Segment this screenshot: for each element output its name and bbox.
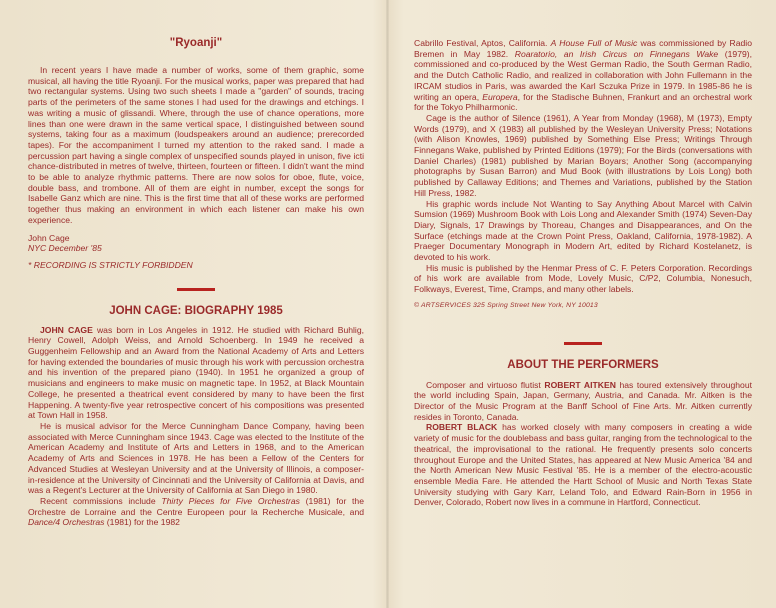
artservices-credit: © ARTSERVICES 325 Spring Street New York, NY 10013 — [414, 301, 598, 309]
biography-books: Cage is the author of Silence (1961), A Year from Monday (1968), M (1973), Empty Words (1979), and X (1983) all published by the Wesleyan University Press; Notations (with Alison Knowles, 1969) published by Something Else Press; Writings Through Finnegans Wake, published by Printed Editions (1979); For the Birds (conversations with Daniel Charles) (1981) published by Marian Boyars; Another Song (accompanying photographs by Susan Barron) and Mud Book (with illustrations by Lois Long) both published by Callaway Editions; and Themes and Variations, published by the Station Hill Press, 1982. — [414, 112, 752, 198]
left-page — [28, 0, 364, 528]
biography-lead-name: JOHN CAGE — [40, 324, 93, 335]
biography-graphic-works: His graphic words include Not Wanting to Say Anything About Marcel with Calvin Sumsion (1969) Mushroom Book with Lois Long and Alexander Smith (1974) Seven-Day Diary, Signals, 17 Drawings by Thoreau, Changes and Disappearances, and On the Surface (etchings made at the Crown Point Press, Oakland, California, 1978-1982). A Praeger Documentary Monograph in Modern Art, edited by Richard Kostelanetz, is devoted to his work. — [414, 198, 752, 263]
biography-paragraph-2: He is musical advisor for the Merce Cunningham Dance Company, having been associated with Merce Cunningham since 1943. Cage was elected to the Institute of the American Academy and Institute of Arts and Letters in 1968, and to the American Academy of Arts and Sciences in 1978. He has been a Fellow of the Centers for Advanced Studies at Wesleyan University and at the University of Illinois, a composer-in-residence at the University of Cincinnati and the University of California at Davis, and was a Regent's Lecturer at the University of California at San Diego in 1980. — [28, 420, 364, 496]
ryoanji-text: In recent years I have made a number of works, some of them graphic, some musical, all having the title Ryoanji. For the musical works, paper was prepared that had two rectangular systems. Using two such sheets I made a "garden" of sounds, tracing parts of the perimeters of the same stones I had used for the drawings and etchings. I was writing a music of glissandi. Where, through the use of chance operations, more lines than one were drawn in the same vertical space, I distinguished between sound systems, taking four as a maximum (loudspeakers around an audience; prerecorded tapes). For the accompaniment I turned my attention to the raked sand. I made a percussion part having a single complex of unspecified sounds played in unison, five icti chance-distributed in metres of twelve, thirteen, fourteen or fifteen. I didn't want the mind to be able to analyze rhythmic patterns. There are now solos for oboe, flute, voice, double bass, and trombone. All of them are eight in number, except the songs for Isabelle Ganz which are nine. This is the first time that all of these works are performed together thus making an environment in which each listener can make his own experience. — [28, 65, 364, 225]
page-fold — [386, 0, 389, 608]
biography-continued: Cabrillo Festival, Aptos, California. A House Full of Music was commissioned by Radio Bremen in May 1982. Roaratorio, an Irish Circus on Finnegans Wake (1979), commissioned and co-produced by the West German Radio, the South German Radio, and the Dutch Catholic Radio, and realized in collaboration with John Fullemann in the IRCAM studios in Paris, was awarded the Karl Sczuka Prize in 1979. In 1985-86 he is writing an opera, Europera, for the Stadische Buhnen, Frankurt and an orchestral work for the Tokyo Philharmonic. — [414, 38, 753, 113]
right-page — [414, 0, 752, 508]
performer-aitken: Composer and virtuoso flutist ROBERT AITKEN has toured extensively throughout the world including Spain, Japan, Germany, Austria, and Canada. Mr. Aitken is the Director of the Music Program at the Banff School of Fine Arts. Mr. Aitken currently resides in Toronto, Canada. — [414, 379, 752, 422]
performer-black: ROBERT BLACK has worked closely with many composers in creating a wide variety of music for the doublebass and bass guitar, ranging from the technological to the theatrical, the improvisational to the rational. He frequently presents solo concerts throughout Europe and the United States, has appeared at New Music America '84 and the North American New Music Festival '85. He is a member of the electro-acoustic ensemble Media Fare. He attended the Hartt School of Music and North Texas State University studying with Gary Karr, Leland Tolo, and Edward Rain-Born in 1956 in Denver, Colorado, Robert now lives in a commune in Hartford, Connecticut. — [414, 422, 752, 508]
recording-notice: * RECORDING IS STRICTLY FORBIDDEN — [28, 259, 193, 270]
signature-name: John Cage — [28, 232, 70, 243]
biography-publishers: His music is published by the Henmar Press of C. F. Peters Corporation. Recordings of his work are available from Mode, Lovely Music, C/P2, Columbia, Nonesuch, Folkways, Everest, Time, Cramps, and many other labels. — [414, 262, 752, 295]
performers-title: ABOUT THE PERFORMERS — [507, 358, 659, 371]
signature-place: NYC December '85 — [28, 243, 102, 254]
ryoanji-title: "Ryoanji" — [169, 37, 223, 49]
biography-paragraph-1: JOHN CAGE was born in Los Angeles in 1912. He studied with Richard Buhlig, Henry Cowell, Adolph Weiss, and Arnold Schoenberg. In 1949 he received a Guggenheim Fellowship and an Award from the National Academy of Arts and Letters for having extended the boundaries of music through his work with percussion orchestra and his invention of the prepared piano (1940). In 1951 he organized a group of musicians and engineers to make music on magnetic tape. In 1952, at Black Mountain College, he presented a theatrical event considered by many to have been the first Happening. A twenty-five year retrospective concert of his compositions was presented at Town Hall in 1958. — [28, 324, 365, 421]
biography-title: JOHN CAGE: BIOGRAPHY 1985 — [109, 304, 283, 317]
biography-paragraph-3: Recent commissions include Thirty Pieces for Five Orchestras (1981) for the Orchestre de Lorraine and the Centre Europeen pour la Recherche Musicale, and Dance/4 Orchestras (1981) for the 1982 — [28, 495, 364, 528]
